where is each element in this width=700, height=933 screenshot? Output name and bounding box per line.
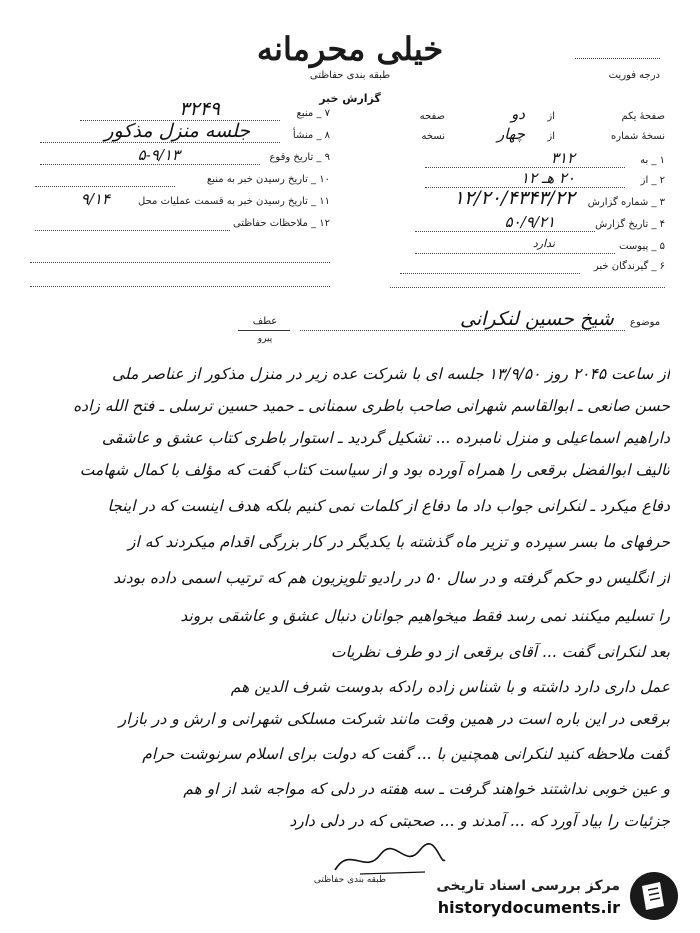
field-suffix: نسخه (421, 131, 445, 142)
field-value: دو (511, 105, 525, 123)
field-mid: از (547, 131, 555, 142)
field-label: ۵ _ پیوست (619, 241, 665, 252)
field-value: جلسه منزل مذکور (104, 120, 250, 142)
atf-label: عطف (252, 316, 278, 327)
document-title: خیلی محرمانه (256, 30, 444, 68)
field-label: ۹ _ تاریخ وقوع (269, 152, 330, 163)
body-line: از انگلیس دو حکم گرفته و در سال ۵۰ در رادیو تلویزیون هم که ترتیب اسمی داده بودند (113, 569, 670, 587)
field-label: ۸ _ منشأ (292, 130, 330, 141)
right-fields-block (390, 105, 665, 275)
field-value: ۹/۱۴ (80, 190, 110, 208)
field-label: ۱ _ به (640, 155, 665, 166)
field-value: ۵-۹/۱۳ (137, 146, 180, 164)
body-line: داراهیم اسماعیلی و منزل نامبرده ... تشکیل گردید ـ استوار باطری کتاب عشق و عاشقی (101, 429, 670, 447)
field-dots (35, 230, 230, 231)
body-line: عمل داری دارد داشته و با شناس زاده رادکه بدوست شرف الدین هم (230, 678, 670, 696)
atf-sub-label: پیرو (257, 334, 273, 344)
field-dots (40, 164, 260, 165)
field-mid: از (547, 111, 555, 122)
watermark (400, 872, 680, 922)
body-line: تالیف ابوالفضل برقعی را همراه آورده بود و از سیاست کتاب گفت که مؤلف با کمال شهامت (79, 461, 670, 479)
field-value: ۱۲/۲۰/۴۳۴۳/۲۲ (453, 187, 575, 209)
field-label: ۶ _ گیرندگان خبر (593, 261, 665, 272)
field-label: ۱۱ _ تاریخ رسیدن خبر به قسمت عملیات محل (138, 196, 330, 207)
priority-label: درجه فوریت (608, 70, 660, 81)
watermark-url: historydocuments.ir (437, 898, 620, 917)
field-dots (35, 186, 175, 187)
body-line: و عین خوبی نداشتند خواهند گرفت ـ سه هفته در دلی که مواجه شد از او هم (183, 780, 670, 798)
right-dotted-line (390, 287, 665, 288)
field-label: ۳ _ شماره گزارش (587, 197, 665, 208)
field-suffix: صفحه (419, 111, 445, 122)
field-value: ۲۰ هـ ۱۲ (520, 169, 575, 187)
priority-dotted-line (575, 58, 660, 59)
field-value: ۵۰/۹/۲۱ (504, 213, 555, 231)
field-label: ۲ _ از (640, 175, 665, 186)
body-line: را تسلیم میکنند نمی رسد فقط میخواهیم جوانان دنبال عشق و عاشقی بروند (180, 607, 670, 625)
subject-value: شیخ حسین لنکرانی (460, 308, 614, 330)
watermark-org: مرکز بررسی اسناد تاریخی (436, 878, 620, 894)
left-fields-block (30, 100, 330, 230)
body-line: دفاع میکرد ـ لنکرانی جواب داد ما دفاع از کلمات نمی کنیم بلکه هدف اینست که در اینجا (107, 497, 670, 515)
field-value: چهار (496, 125, 525, 143)
body-line: بعد لنکرانی گفت ... آقای برقعی از دو طرف نظریات (330, 643, 670, 661)
subject-dotted-line (300, 330, 625, 331)
subject-label: موضوع (630, 317, 661, 328)
body-line: گفت ملاحظه کنید لنکرانی همچنین با ... گفت که دولت برای اسلام سرنوشت حرام (142, 745, 670, 763)
field-label: ۷ _ منبع (296, 108, 330, 119)
field-label: نسخهٔ شماره (611, 131, 665, 142)
body-line: از ساعت ۲۰۴۵ روز ۱۳/۹/۵۰ جلسه ای با شرکت عده زیر در منزل مذکور از عناصر ملی (112, 365, 670, 383)
field-dots (415, 231, 595, 232)
field-dots (425, 167, 625, 168)
field-dots (400, 273, 580, 274)
field-value: ندارد (532, 237, 555, 250)
field-dots (40, 142, 280, 143)
field-label: ۱۰ _ تاریخ رسیدن خبر به منبع (206, 174, 330, 185)
archive-logo-icon (630, 872, 678, 920)
body-line: حسن صانعی ـ ابوالقاسم شهرانی صاحب باطری سمنانی ـ حمید حسین ترسلی ـ فتح الله زاده (73, 397, 670, 415)
field-dots (415, 253, 615, 254)
report-type: گزارش خبر (319, 92, 381, 105)
left-dotted-line (30, 262, 330, 263)
field-value: ۳۱۲ (550, 149, 575, 167)
atf-divider (238, 330, 290, 331)
field-label: ۱۲ _ ملاحظات حفاظتی (232, 218, 330, 229)
body-line: برقعی در این باره است در همین وقت مانند شرکت مسلکی شهرانی و ارش و در بازار (118, 710, 670, 728)
classification-label: طبقه بندی حفاظتی (309, 70, 391, 81)
footer-classification: طبقه بندی حفاظتی (313, 875, 387, 885)
left-dotted-line (30, 286, 330, 287)
field-value: ۳۲۴۹ (179, 98, 220, 120)
field-label: ۴ _ تاریخ گزارش (595, 219, 665, 230)
field-label: صفحهٔ یکم (621, 111, 665, 122)
body-line: حرفهای ما بسر سپرده و تزیر ماه گذشته با یکدیگر در کار بزرگی اقدام میکردند که از (128, 533, 670, 551)
handwritten-body (40, 360, 670, 840)
body-line: جزئیات را بیاد آورد که ... آمدند و ... صحبتی که در دلی دارد (289, 812, 670, 830)
